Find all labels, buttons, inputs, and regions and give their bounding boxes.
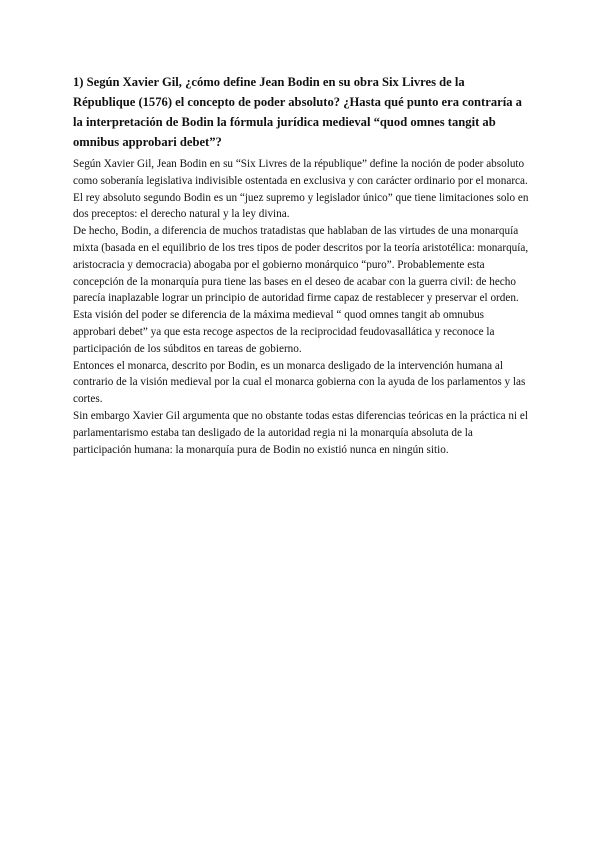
answer-paragraph: Sin embargo Xavier Gil argumenta que no obstante todas estas diferencias teóricas en la práctica ni el parlamentarismo estaba tan desligado de la autoridad regia ni la monarquía absoluta de la participación humana: la monarquía pura de Bodin no existió nunca en ningún sitio. xyxy=(73,409,529,456)
answer-paragraph: Esta visión del poder se diferencia de la máxima medieval “ quod omnes tangit ab omnubus approbari debet” ya que esta recoge aspectos de la reciprocidad feudovasallática y reconoce la participación de los súbditos en tareas de gobierno. xyxy=(73,309,495,355)
answer-paragraph: Entonces el monarca, descrito por Bodin, es un monarca desligado de la intervención humana al contrario de la visión medieval por la cual el monarca gobierna con la ayuda de los parlamentos y las cortes. xyxy=(73,359,526,406)
answer-paragraph: De hecho, Bodin, a diferencia de muchos tratadistas que hablaban de las virtudes de una monarquía mixta (basada en el equilibrio de los tres tipos de poder descritos por la teoría aristotélica: monarquía, aristocracia y democracia) abogaba por el gobierno monárquico “puro”. Probablemente esta concepción de la monarquía pura tiene las bases en el deseo de acabar con la guerra civil: de hecho parecía inaplazable lograr un principio de autoridad firme capaz de restablecer y preservar el orden. xyxy=(73,225,529,305)
question-heading: 1) Según Xavier Gil, ¿cómo define Jean Bodin en su obra Six Livres de la République (1576) el concepto de poder absoluto? ¿Hasta qué punto era contraría a la interpretación de Bodin la fórmula jurídica medieval “quod omnes tangit ab omnibus approbari debet”? xyxy=(73,75,522,149)
answer-body xyxy=(73,156,529,458)
answer-paragraph: Según Xavier Gil, Jean Bodin en su “Six Livres de la république” define la noción de poder absoluto como soberanía legislativa indivisible ostentada en exclusiva y con carácter ordinario por el monarca. xyxy=(73,158,528,187)
answer-paragraph: El rey absoluto segundo Bodin es un “juez supremo y legislador único” que tiene limitaciones solo en dos preceptos: el derecho natural y la ley divina. xyxy=(73,191,529,221)
